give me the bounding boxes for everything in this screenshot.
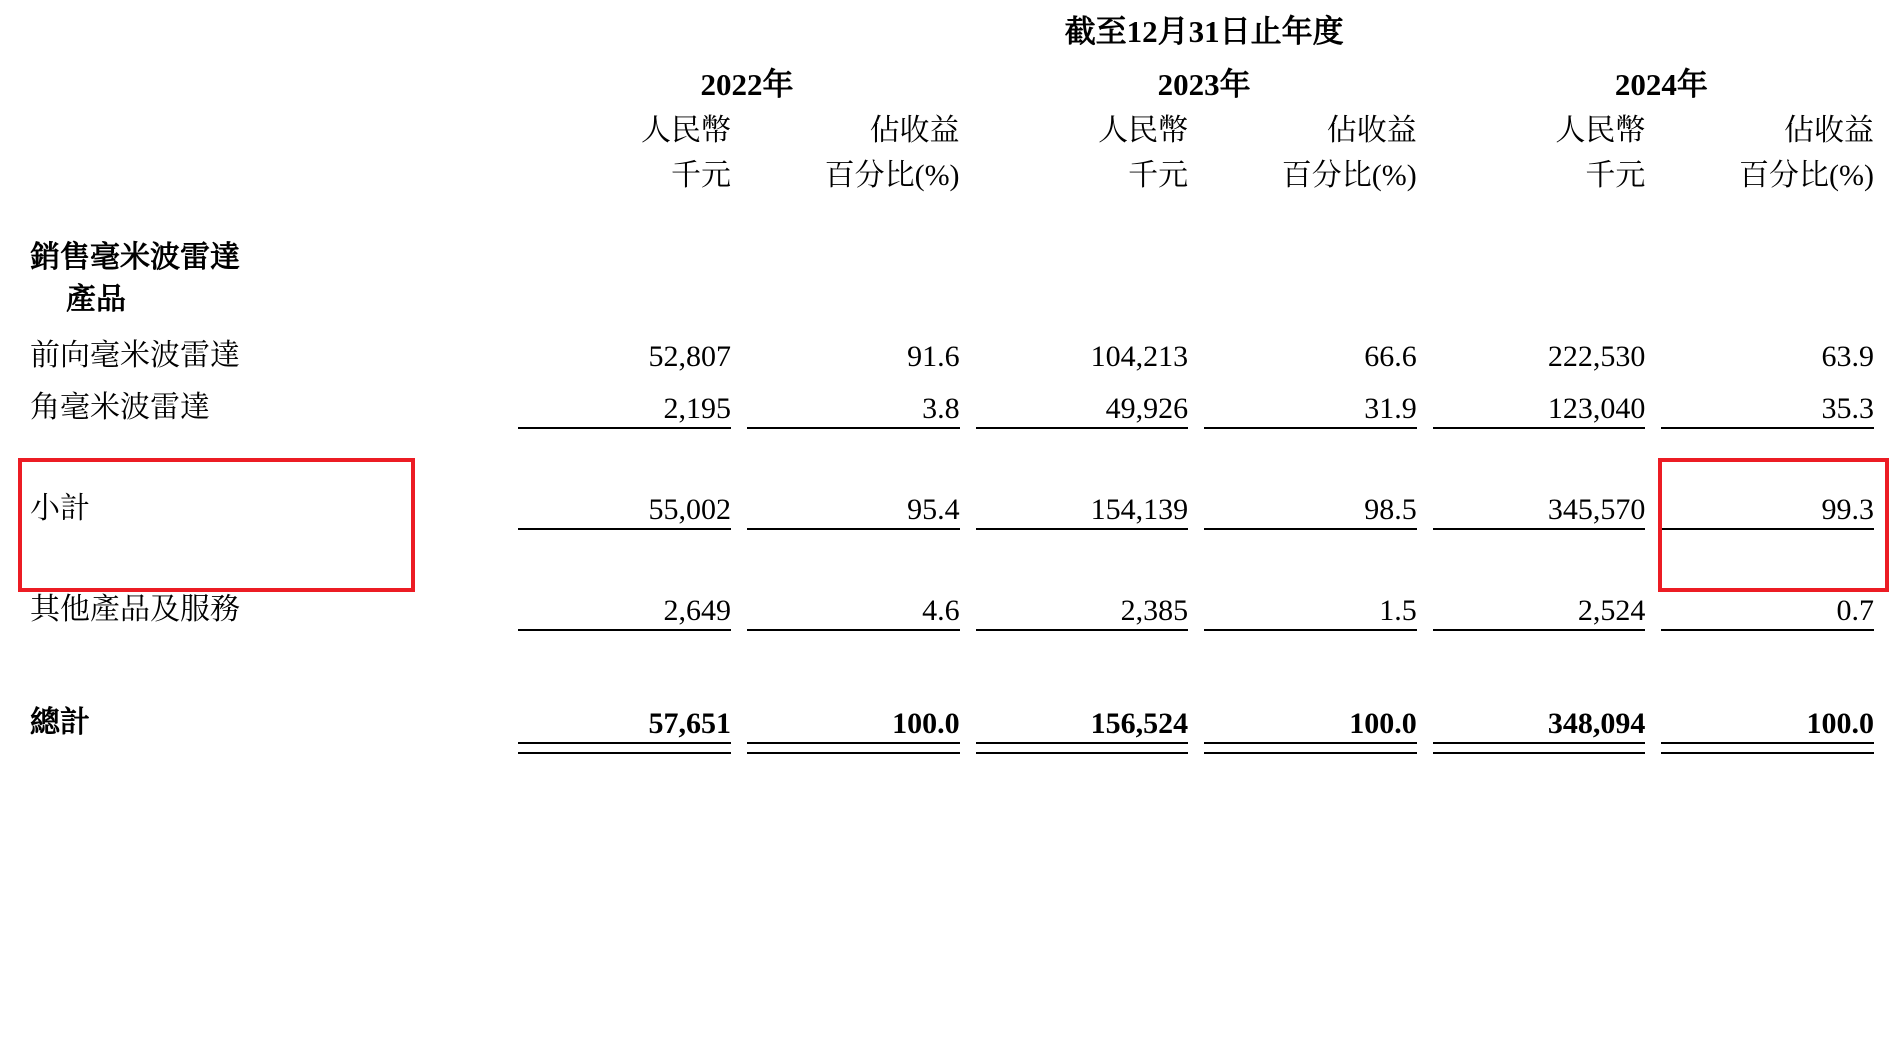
cell-2022-amount: 52,807 <box>648 339 731 373</box>
cell-2024-amount: 2,524 <box>1577 593 1646 627</box>
header-spacer <box>30 6 518 59</box>
row-label-corner-radar: 角毫米波雷達 <box>30 390 210 424</box>
unit-currency-sub-2022: 千元 <box>670 159 731 193</box>
spacer-cell <box>30 631 1890 689</box>
year-header-2023: 2023年 <box>1157 67 1251 102</box>
category-heading-row-2 <box>30 279 1890 322</box>
spacer-row <box>30 631 1890 689</box>
category-heading-row-1 <box>30 201 1890 280</box>
rule-2024-percent <box>1661 741 1890 744</box>
cell-2022-amount: 57,651 <box>648 706 731 740</box>
unit-currency-2024: 人民幣 <box>1555 114 1646 147</box>
category-label-line2: 產品 <box>66 283 126 317</box>
table-row <box>30 576 1890 628</box>
cell-2024-percent: 100.0 <box>1806 706 1874 740</box>
cell-2022-amount: 55,002 <box>648 492 731 526</box>
rule-2022-amount <box>518 741 747 744</box>
cell-2024-percent: 0.7 <box>1836 593 1874 627</box>
spacer-cell <box>30 429 1890 475</box>
cell-2023-percent: 66.6 <box>1364 339 1417 373</box>
year-header-2024: 2024年 <box>1614 67 1708 102</box>
cell-2023-amount: 156,524 <box>1090 706 1189 740</box>
category-empty-2 <box>518 279 1890 322</box>
unit-currency-2023: 人民幣 <box>1098 114 1189 147</box>
spacer-cell <box>30 530 1890 576</box>
rule-2023-percent <box>1204 741 1433 744</box>
cell-2023-percent: 98.5 <box>1364 492 1417 526</box>
rule-row-total-bottom <box>30 741 1890 744</box>
cell-2022-percent: 95.4 <box>907 492 960 526</box>
cell-2024-percent: 63.9 <box>1821 339 1874 373</box>
category-label-line1: 銷售毫米波雷達 <box>30 240 240 274</box>
unit-percent-sub-2024: 百分比(%) <box>1739 159 1874 193</box>
unit-currency-2022: 人民幣 <box>640 114 731 147</box>
header-unit-row-1 <box>30 110 1890 155</box>
unit-percent-2023: 佔收益 <box>1326 114 1417 147</box>
cell-2022-percent: 4.6 <box>922 593 960 627</box>
row-label-subtotal: 小計 <box>30 491 90 525</box>
cell-2023-amount: 49,926 <box>1105 391 1189 425</box>
header-spacer-3 <box>30 110 518 155</box>
row-label-other-products: 其他產品及服務 <box>30 592 240 626</box>
cell-2023-percent: 1.5 <box>1379 593 1417 627</box>
rule-2023-amount <box>976 741 1205 744</box>
row-label-forward-radar: 前向毫米波雷達 <box>30 338 240 372</box>
table-row <box>30 689 1890 741</box>
cell-2023-amount: 2,385 <box>1120 593 1189 627</box>
cell-2022-amount: 2,195 <box>663 391 731 425</box>
cell-2024-amount: 345,570 <box>1547 492 1646 526</box>
unit-percent-sub-2023: 百分比(%) <box>1281 159 1417 193</box>
category-empty-1 <box>518 201 1890 280</box>
cell-2024-amount: 123,040 <box>1547 391 1646 425</box>
header-period-row <box>30 6 1890 59</box>
cell-2023-percent: 100.0 <box>1349 706 1417 740</box>
spacer-row <box>30 429 1890 475</box>
unit-percent-2024: 佔收益 <box>1784 114 1874 147</box>
header-unit-row-2 <box>30 155 1890 200</box>
cell-2024-percent: 99.3 <box>1821 492 1874 526</box>
cell-2024-amount: 348,094 <box>1547 706 1646 740</box>
cell-2022-percent: 91.6 <box>907 339 960 373</box>
cell-2023-amount: 154,139 <box>1090 492 1189 526</box>
cell-2024-amount: 222,530 <box>1547 339 1646 373</box>
cell-2024-percent: 35.3 <box>1821 391 1874 425</box>
rule-2024-amount <box>1433 741 1662 744</box>
cell-2023-amount: 104,213 <box>1090 339 1189 373</box>
document-page <box>0 6 1904 1044</box>
cell-2022-amount: 2,649 <box>663 593 731 627</box>
cell-2023-percent: 31.9 <box>1364 391 1417 425</box>
spacer-row <box>30 530 1890 576</box>
year-header-2022: 2022年 <box>700 67 794 102</box>
cell-2022-percent: 3.8 <box>922 391 960 425</box>
table-row <box>30 475 1890 527</box>
period-header: 截至12月31日止年度 <box>1064 14 1344 49</box>
header-spacer-2 <box>30 59 518 110</box>
unit-percent-2022: 佔收益 <box>869 114 960 147</box>
unit-currency-sub-2023: 千元 <box>1128 159 1189 193</box>
cell-2022-percent: 100.0 <box>892 706 960 740</box>
unit-percent-sub-2022: 百分比(%) <box>824 159 960 193</box>
header-spacer-4 <box>30 155 518 200</box>
financial-table <box>30 6 1890 744</box>
table-row <box>30 374 1890 426</box>
rule-2022-percent <box>747 741 976 744</box>
table-row <box>30 322 1890 374</box>
rule-spacer <box>30 741 518 744</box>
unit-currency-sub-2024: 千元 <box>1585 159 1646 193</box>
row-label-total: 總計 <box>30 705 90 739</box>
header-year-row <box>30 59 1890 110</box>
